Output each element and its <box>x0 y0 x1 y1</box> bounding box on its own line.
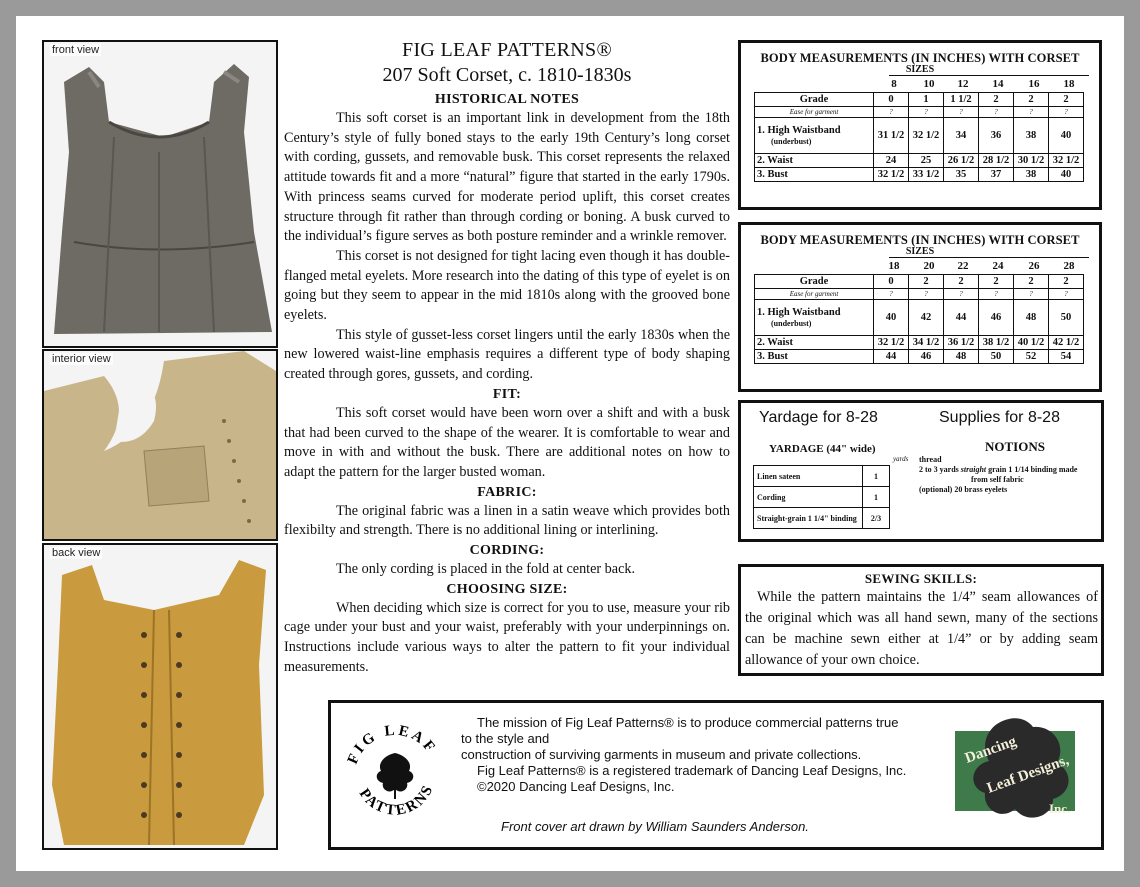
table-cell: ? <box>1014 107 1049 118</box>
table-cell: 38 1/2 <box>979 336 1014 350</box>
table1-sizes-label: SIZES <box>905 64 935 75</box>
table2-row3-label: 3. Bust <box>755 350 874 364</box>
table1-sizes-header <box>741 66 1099 92</box>
table-cell: 32 1/2 <box>909 118 944 154</box>
svg-text:Dancing: Dancing <box>962 733 1019 767</box>
table2-size: 24 <box>992 260 1004 272</box>
footer-box <box>328 700 1104 850</box>
dancing-leaf-designs-logo <box>949 713 1089 835</box>
table-cell: ? <box>874 289 909 300</box>
table-cell: 25 <box>909 154 944 168</box>
table-cell: 1 <box>909 93 944 107</box>
table1-size: 8 <box>891 78 897 90</box>
table1-size: 14 <box>992 78 1004 90</box>
yardage-subheading: YARDAGE (44" wide) <box>769 443 876 455</box>
table-cell: 32 1/2 <box>874 168 909 182</box>
table1-title: BODY MEASUREMENTS (IN INCHES) WITH CORSET <box>760 51 1080 65</box>
measurements-table-large <box>738 222 1102 392</box>
yardage-item-value: 1 <box>863 466 890 487</box>
mission-line: to the style and <box>461 731 550 746</box>
table-cell: 48 <box>944 350 979 364</box>
front-corset-image <box>44 42 276 346</box>
table-cell: 34 <box>944 118 979 154</box>
table-cell: 42 <box>909 300 944 336</box>
table1-size: 16 <box>1028 78 1040 90</box>
table-cell: 26 1/2 <box>944 154 979 168</box>
table-cell: 2 <box>1049 275 1084 289</box>
svg-text:Inc.: Inc. <box>1049 801 1071 816</box>
interior-view-photo <box>42 349 278 541</box>
notions-item: thread <box>919 455 942 464</box>
historical-paragraph-3: This style of gusset-less corset lingers until the early 1830s when the new lowered waist-line emphasis requires a different type of body shaping created through gores, gussets, and cording. <box>284 326 730 383</box>
table-cell: 46 <box>909 350 944 364</box>
table-cell: ? <box>1049 289 1084 300</box>
table-cell: 2 <box>909 275 944 289</box>
svg-text:FIG LEAF: FIG LEAF <box>345 722 440 767</box>
notions-text: grain 1 1/14 binding made <box>986 465 1078 474</box>
table2-row1-label <box>755 300 874 336</box>
table2-size: 26 <box>1028 260 1040 272</box>
table2-ease-label: Ease for garment <box>755 289 874 300</box>
table-cell: ? <box>874 107 909 118</box>
yardage-item-label: Linen sateen <box>754 466 863 487</box>
table-cell: 32 1/2 <box>1049 154 1084 168</box>
table-cell: ? <box>944 107 979 118</box>
measurements-table-small <box>738 40 1102 210</box>
row-label: 1. High Waistband <box>757 124 841 136</box>
table-cell: 1 1/2 <box>944 93 979 107</box>
mission-statement <box>461 715 941 795</box>
table-cell: ? <box>979 289 1014 300</box>
table-cell: 40 1/2 <box>1014 336 1049 350</box>
mission-line: construction of surviving garments in museum and private collections. <box>461 747 862 762</box>
table-cell: ? <box>909 289 944 300</box>
fit-paragraph: This soft corset would have been worn over a shift and with a busk that had been curved to the shape of the wearer. It is comfortable to wear and move in with and without the busk. There are additional notes on how to adapt the pattern for the larger busted woman. <box>284 404 730 480</box>
table-cell: ? <box>1014 289 1049 300</box>
table2-row2-label: 2. Waist <box>755 336 874 350</box>
table-row <box>754 466 890 487</box>
notions-heading: NOTIONS <box>985 439 1045 454</box>
fabric-paragraph: The original fabric was a linen in a satin weave which provides both flexibilty and strength. There is no additional lining or interlining. <box>284 502 730 539</box>
mission-line: ©2020 Dancing Leaf Designs, Inc. <box>477 779 675 794</box>
table-cell: 24 <box>874 154 909 168</box>
table-cell: 0 <box>874 275 909 289</box>
yardage-supplies-box <box>738 400 1104 542</box>
notions-item: from self fabric <box>971 475 1024 484</box>
choosing-size-paragraph: When deciding which size is correct for you to use, measure your rib cage under your bust and your waist, preferably with your underpinnings on. Instructions include various ways to alter the pattern to fit your individual measurements. <box>284 599 730 675</box>
table-cell: 44 <box>944 300 979 336</box>
table-cell: 33 1/2 <box>909 168 944 182</box>
row-label: 1. High Waistband <box>757 306 841 318</box>
mission-line: Fig Leaf Patterns® is a registered trademark of Dancing Leaf Designs, Inc. <box>477 763 907 778</box>
sewing-skills-heading: SEWING SKILLS: <box>864 571 978 586</box>
table-cell: 28 1/2 <box>979 154 1014 168</box>
table2-size: 20 <box>923 260 935 272</box>
historical-paragraph-1: This soft corset is an important link in development from the 18th Century’s style of fully boned stays to the early 19th Century’s long corset with cording, gussets, and removable busk. This corset represents the relaxed attitude towards fit and a more “natural” figure that started in the early 1790s. With princess seams curved for moderate period uplift, this corset creates structure through fit rather than through cording or boning. A busk curved to the individual’s figure serves as both posture reminder and a wrinkle remover. <box>284 110 730 245</box>
table-cell: 2 <box>1014 93 1049 107</box>
cording-heading: CORDING: <box>469 543 545 559</box>
table-cell: ? <box>1049 107 1084 118</box>
table-cell: ? <box>909 107 944 118</box>
yards-label: yards <box>893 455 909 463</box>
table-cell: 52 <box>1014 350 1049 364</box>
table1-row2-label: 2. Waist <box>755 154 874 168</box>
table1-ease-label: Ease for garment <box>755 107 874 118</box>
row-sublabel: (underbust) <box>771 136 812 146</box>
table-cell: 36 1/2 <box>944 336 979 350</box>
svg-text:PATTERNS: PATTERNS <box>355 781 437 819</box>
cording-paragraph: The only cording is placed in the fold at center back. <box>336 561 636 578</box>
table-cell: 2 <box>1014 275 1049 289</box>
table1-row3-label: 3. Bust <box>755 168 874 182</box>
table-cell: 46 <box>979 300 1014 336</box>
table-cell: 50 <box>979 350 1014 364</box>
historical-paragraph-2: This corset is not designed for tight lacing even though it has double-flanged metal eyelets. More research into the dating of this type of eyelet is on going but they seem to appear in the mid 1810s along with the grooved bone eyelets. <box>284 247 730 324</box>
table-cell: ? <box>944 289 979 300</box>
table1-size: 18 <box>1063 78 1075 90</box>
sewing-skills-box <box>738 564 1104 676</box>
fabric-heading: FABRIC: <box>477 484 537 500</box>
table-cell: 2 <box>979 93 1014 107</box>
table-cell: 32 1/2 <box>874 336 909 350</box>
front-view-photo <box>42 40 278 348</box>
interior-view-label: interior view <box>52 353 111 365</box>
table-cell: 48 <box>1014 300 1049 336</box>
notions-list <box>919 455 1097 495</box>
table-cell: 50 <box>1049 300 1084 336</box>
table1-grade-label: Grade <box>755 93 874 107</box>
supplies-heading: Supplies for 8-28 <box>939 409 1060 426</box>
table-cell: 36 <box>979 118 1014 154</box>
table-cell: 2 <box>1049 93 1084 107</box>
notions-item: (optional) 20 brass eyelets <box>919 485 1008 494</box>
table2-size: 22 <box>957 260 969 272</box>
table2-sizes-label: SIZES <box>905 246 935 257</box>
fit-heading: FIT: <box>492 386 522 402</box>
back-view-label: back view <box>52 547 101 559</box>
table-cell: 40 <box>874 300 909 336</box>
table-cell: ? <box>979 107 1014 118</box>
notions-item <box>919 465 1097 475</box>
choosing-size-heading: CHOOSING SIZE: <box>446 581 568 597</box>
yardage-heading: Yardage for 8-28 <box>759 409 878 426</box>
interior-corset-image <box>44 351 276 539</box>
mission-line: The mission of Fig Leaf Patterns® is to produce commercial patterns true <box>477 715 899 730</box>
table1-size: 10 <box>923 78 935 90</box>
table-cell: 40 <box>1049 168 1084 182</box>
back-corset-image <box>44 545 276 848</box>
yardage-item-value: 2/3 <box>863 508 890 529</box>
table-cell: 34 1/2 <box>909 336 944 350</box>
table1-row1-label <box>755 118 874 154</box>
table-cell: 0 <box>874 93 909 107</box>
notes-column <box>284 38 730 678</box>
fig-leaf-patterns-logo <box>345 715 445 835</box>
table-row <box>754 508 890 529</box>
row-sublabel: (underbust) <box>771 318 812 328</box>
table2-sizes-header <box>741 248 1099 274</box>
table2-title: BODY MEASUREMENTS (IN INCHES) WITH CORSET <box>760 233 1080 247</box>
table-cell: 2 <box>944 275 979 289</box>
pattern-back-page <box>16 16 1124 871</box>
table-cell: 44 <box>874 350 909 364</box>
table1-grid <box>754 92 1084 182</box>
table1-size: 12 <box>957 78 969 90</box>
table-cell: 35 <box>944 168 979 182</box>
notions-text-italic: straight <box>960 465 987 474</box>
sewing-skills-text: While the pattern maintains the 1/4” seam allowances of the original which was all hand sewn, many of the sections can be machine sewn either at 1/4” or by adding seam allowance of your own choice. <box>745 589 1098 668</box>
historical-notes-heading: HISTORICAL NOTES <box>434 92 580 107</box>
back-view-photo <box>42 543 278 850</box>
notions-text: 2 to 3 yards <box>919 465 961 474</box>
table-cell: 2 <box>979 275 1014 289</box>
svg-text:Leaf Designs,: Leaf Designs, <box>984 752 1072 797</box>
table-cell: 38 <box>1014 118 1049 154</box>
table-cell: 40 <box>1049 118 1084 154</box>
yardage-table <box>753 465 890 529</box>
brand-title: FIG LEAF PATTERNS® <box>402 39 612 61</box>
table-cell: 37 <box>979 168 1014 182</box>
table2-size: 18 <box>888 260 900 272</box>
table2-size: 28 <box>1063 260 1075 272</box>
pattern-title: 207 Soft Corset, c. 1810-1830s <box>382 64 632 86</box>
front-view-label: front view <box>52 44 100 56</box>
table2-grade-label: Grade <box>755 275 874 289</box>
yardage-item-label: Cording <box>754 487 863 508</box>
table-cell: 31 1/2 <box>874 118 909 154</box>
table-cell: 54 <box>1049 350 1084 364</box>
table-cell: 38 <box>1014 168 1049 182</box>
yardage-item-value: 1 <box>863 487 890 508</box>
yardage-item-label: Straight-grain 1 1/4" binding <box>754 508 863 529</box>
table-cell: 30 1/2 <box>1014 154 1049 168</box>
table-cell: 42 1/2 <box>1049 336 1084 350</box>
table-row <box>754 487 890 508</box>
cover-art-credit: Front cover art drawn by William Saunders Anderson. <box>501 819 809 834</box>
table2-grid <box>754 274 1084 364</box>
